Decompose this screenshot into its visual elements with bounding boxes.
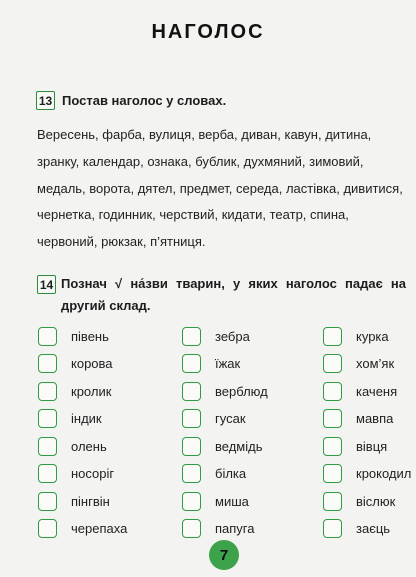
checkbox[interactable] [182,492,201,511]
animal-label: носоріг [71,465,115,481]
animal-option[interactable] [182,326,250,346]
checkbox[interactable] [38,519,57,538]
checkbox[interactable] [323,354,342,373]
animal-option[interactable] [38,408,102,428]
animal-label: індик [71,410,102,426]
animal-label: півень [71,328,109,344]
animal-label: мавпа [356,410,394,426]
animal-label: заєць [356,520,391,536]
checkbox[interactable] [182,382,201,401]
checkbox[interactable] [182,327,201,346]
checkbox[interactable] [38,327,57,346]
word-line: медаль, ворота, дятел, предмет, середа, ластівка, дивитися, [37,180,403,196]
checkbox[interactable] [182,409,201,428]
word-line: Вересень, фарба, вулиця, верба, диван, кавун, дитина, [37,127,372,142]
animal-option[interactable] [182,381,268,401]
animal-option[interactable] [38,518,127,538]
checkbox[interactable] [323,437,342,456]
word-line: червоний, рюкзак, п’ятниця. [37,234,206,250]
page-title: НАГОЛОС [151,21,265,43]
task-13-word-list [37,122,409,256]
checkbox[interactable] [323,382,342,401]
animal-option[interactable] [38,353,113,373]
task-13-heading: Постав наголос у словах. [62,93,227,108]
animal-option[interactable] [38,491,110,511]
animal-option[interactable] [38,326,109,346]
animal-label: верблюд [215,383,268,399]
animal-label: миша [215,493,249,509]
animal-label: ведмідь [215,438,263,454]
animal-label: курка [356,328,389,344]
checkbox[interactable] [323,327,342,346]
checkbox[interactable] [38,409,57,428]
checkbox[interactable] [323,409,342,428]
word-line: чернетка, годинник, черствий, кидати, театр, спина, [37,207,349,223]
checkbox[interactable] [323,464,342,483]
animal-option[interactable] [38,436,107,456]
animal-label: пінгвін [71,493,110,509]
animal-label: корова [71,355,113,371]
task-14-heading: Познач √ на́зви тварин, у яких наголос падає на другий склад. [61,276,406,313]
animal-label: хом’як [356,355,395,371]
checkbox[interactable] [38,464,57,483]
checkbox[interactable] [182,519,201,538]
checkbox[interactable] [323,519,342,538]
animal-option[interactable] [182,491,249,511]
task-14-number: 14 [37,275,56,294]
animal-label: гусак [215,410,246,426]
animal-option[interactable] [323,326,389,346]
animal-label: черепаха [71,520,128,536]
task-13-number: 13 [36,91,55,110]
animal-label: білка [215,465,247,481]
animal-option[interactable] [38,381,111,401]
animal-option[interactable] [323,518,390,538]
checkbox[interactable] [38,382,57,401]
animal-option[interactable] [182,408,246,428]
animal-label: олень [71,438,107,454]
animal-label: віслюк [356,493,396,509]
animal-label: крокодил [356,465,412,481]
animal-label: зебра [215,328,250,344]
animal-option[interactable] [182,463,246,483]
checkbox[interactable] [182,437,201,456]
page-number-badge: 7 [209,540,239,570]
checkbox[interactable] [323,492,342,511]
animal-option[interactable] [323,408,393,428]
animal-label: кролик [71,383,112,399]
checkbox[interactable] [182,354,201,373]
animal-option[interactable] [323,381,397,401]
animal-label: їжак [215,355,241,371]
animal-label: вівця [356,438,388,454]
checkbox[interactable] [38,437,57,456]
word-line: зранку, календар, ознака, бублик, духмяний, зимовий, [37,153,364,169]
animal-label: папуга [215,520,255,536]
animal-label: каченя [356,383,398,399]
animal-option[interactable] [182,436,262,456]
animal-option[interactable] [323,436,387,456]
animal-option[interactable] [323,491,395,511]
checkbox[interactable] [38,354,57,373]
animal-option[interactable] [323,463,411,483]
animal-option[interactable] [323,353,394,373]
animal-option[interactable] [182,518,255,538]
checkbox[interactable] [182,464,201,483]
animal-option[interactable] [38,463,114,483]
animal-option[interactable] [182,353,240,373]
checkbox[interactable] [38,492,57,511]
